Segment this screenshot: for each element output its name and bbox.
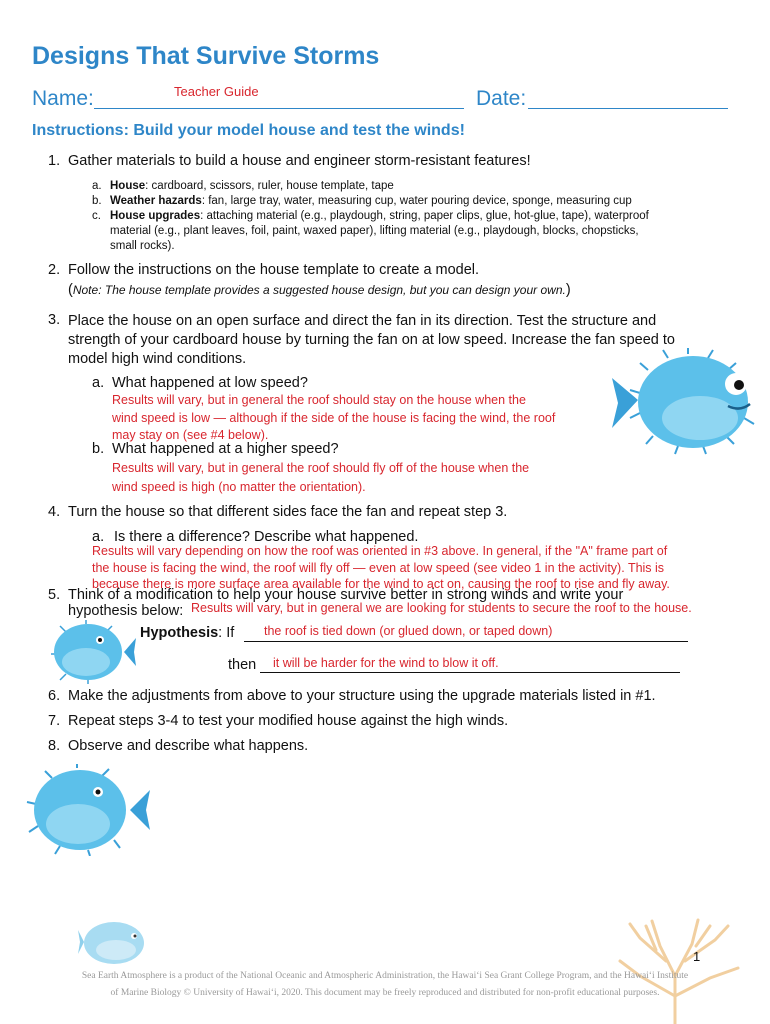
page-title: Designs That Survive Storms: [32, 42, 380, 70]
instructions-heading: Instructions: Build your model house and test the winds!: [32, 122, 465, 139]
pufferfish-small-icon: [78, 918, 148, 966]
step-2-note: (Note: The house template provides a suggested house design, but you can design your own.): [68, 282, 571, 298]
page-number: 1: [693, 949, 701, 964]
step-3a-letter: a.: [92, 375, 105, 391]
footer-credits: Sea Earth Atmosphere is a product of the National Oceanic and Atmospheric Administration, the Hawaiʻi Sea Grant College Program, and the Hawaiʻi Institute of Marine Biology © University of Hawaiʻi, 2020. This document may be freely reproduced and distributed for non-profit educational purposes.: [81, 971, 689, 998]
step-8-text: Observe and describe what happens.: [68, 738, 309, 754]
step-1b: b. Weather hazards: fan, large tray, water, measuring cup, water pouring device, sponge, measuring cup: [92, 195, 632, 207]
hypothesis-if-answer: the roof is tied down (or glued down, or taped down): [264, 624, 553, 638]
step-4-number: 4.: [48, 504, 61, 520]
step-2-number: 2.: [48, 262, 61, 278]
step-3-text: Place the house on an open surface and direct the fan in its direction. Test the structure and strength of your cardboard house by turning the fan on at low speed. Increase the fan speed to model high wind conditions.: [68, 313, 675, 367]
step-6-number: 6.: [48, 688, 61, 704]
step-3a-question: What happened at low speed?: [112, 375, 308, 391]
step-5-answer: Results will vary, but in general we are looking for students to secure the roof to the house.: [191, 601, 692, 615]
hypothesis-then-label: then: [228, 657, 257, 673]
pufferfish-medium-icon: [46, 620, 136, 684]
hypothesis-if-field[interactable]: [244, 625, 688, 642]
step-3b-question: What happened at a higher speed?: [112, 441, 339, 457]
step-5-text: Think of a modification to help your house survive better in strong winds and write your hypothesis below:: [68, 587, 624, 619]
hypothesis-if-row: Hypothesis: If: [140, 625, 235, 641]
pufferfish-large-icon: [608, 348, 768, 458]
name-value: Teacher Guide: [174, 84, 259, 99]
step-3a-answer: Results will vary, but in general the roof should stay on the house when the wind speed is low — although if the side of the house is facing the wind, the roof may stay on (see #4 below).: [112, 393, 556, 442]
step-4-text: Turn the house so that different sides face the fan and repeat step 3.: [68, 504, 508, 520]
step-4a-letter: a.: [92, 529, 105, 545]
step-3b-letter: b.: [92, 441, 105, 457]
step-8-number: 8.: [48, 738, 61, 754]
step-1c: c. House upgrades: attaching material (e.g., playdough, string, paper clips, glue, hot-glue, tape), waterproof material (e.g., plant leaves, foil, paint, waxed paper), lifting material (e.g., playdough, blocks, chopsticks, small rocks).: [92, 210, 649, 252]
step-3b-answer: Results will vary, but in general the roof should fly off of the house when the wind speed is high (no matter the orientation).: [112, 461, 530, 494]
step-1-text: Gather materials to build a house and engineer storm-resistant features!: [68, 153, 531, 169]
step-7-number: 7.: [48, 713, 61, 729]
step-1a: a. House: cardboard, scissors, ruler, house template, tape: [92, 180, 394, 192]
date-field[interactable]: [528, 84, 728, 109]
step-5-number: 5.: [48, 587, 61, 603]
hypothesis-then-answer: it will be harder for the wind to blow it off.: [273, 656, 499, 670]
step-3-number: 3.: [48, 312, 61, 328]
name-label: Name:: [32, 87, 94, 110]
step-7-text: Repeat steps 3-4 to test your modified house against the high winds.: [68, 713, 509, 729]
pufferfish-left-icon: [22, 764, 150, 856]
step-2-text: Follow the instructions on the house template to create a model.: [68, 262, 480, 278]
step-1-number: 1.: [48, 153, 61, 169]
hypothesis-then-field[interactable]: [260, 656, 680, 673]
step-6-text: Make the adjustments from above to your structure using the upgrade materials listed in #1.: [68, 688, 656, 704]
name-date-row: [32, 84, 752, 114]
step-4a-answer: Results will vary depending on how the roof was oriented in #3 above. In general, if the "A" frame part of the house is facing the wind, the roof will fly off — even at low speed (see video 1 in the activity). This is because there is more surface area available for the wind to act on, causing the roof to rise and fly away.: [92, 544, 670, 591]
date-label: Date:: [476, 87, 527, 110]
step-4a-question: Is there a difference? Describe what happened.: [114, 529, 419, 545]
name-field[interactable]: [94, 84, 464, 109]
